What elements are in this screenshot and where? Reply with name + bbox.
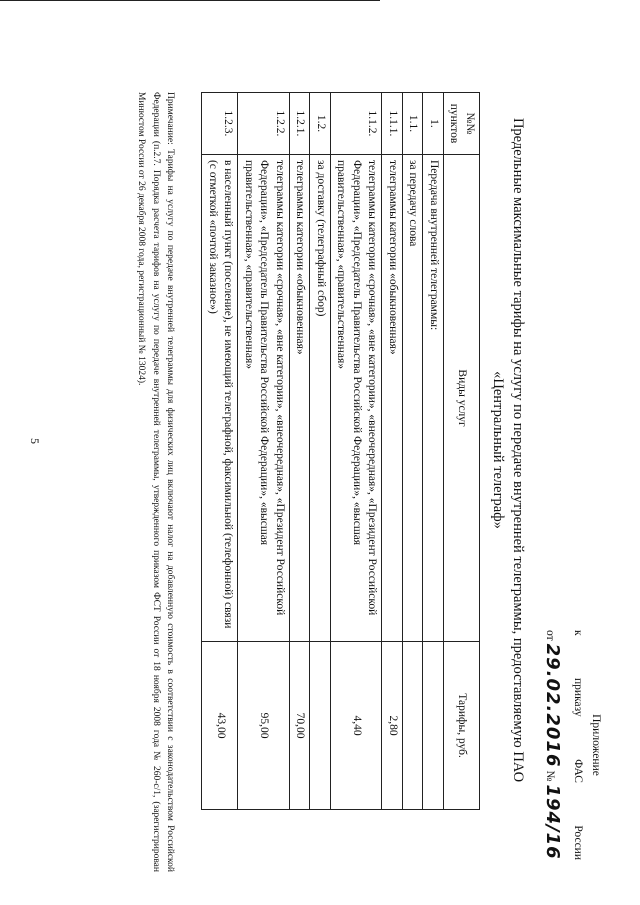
row-service: за доставку (телеграфный сбор) xyxy=(310,154,331,641)
row-num: 1.1.1. xyxy=(382,93,403,155)
table-row xyxy=(238,93,290,810)
row-num: 1. xyxy=(423,93,444,155)
table-row xyxy=(202,93,238,810)
row-tariff: 70,00 xyxy=(289,642,310,810)
row-num: 1.1. xyxy=(402,93,423,155)
table-row xyxy=(330,93,382,810)
row-tariff: 95,00 xyxy=(238,642,290,810)
row-service: телеграммы категории «обыкновенная» xyxy=(382,154,403,641)
number-label: № xyxy=(544,770,557,782)
title-line-1: Предельные максимальные тарифы на услугу по передаче внутренней телеграммы, предоставляемую ПАО xyxy=(510,117,526,783)
footnote-label: Примечание: xyxy=(165,92,175,145)
order-ref-prikaz: приказу xyxy=(572,678,585,717)
document-title xyxy=(487,100,528,800)
row-service: телеграммы категории «срочная», «вне категории», «внеочередная», «Президент Российской Федерации», «Председатель Правительства Российской Федерации», «высшая правительственная», «правительственная» xyxy=(238,154,290,641)
row-num: 1.2. xyxy=(310,93,331,155)
row-tariff: 2,80 xyxy=(382,642,403,810)
row-num: 1.1.2. xyxy=(330,93,382,155)
order-date-number xyxy=(538,630,566,860)
header-tariff: Тарифы, руб. xyxy=(443,642,479,810)
appendix-heading: Приложение xyxy=(590,714,602,776)
header-service: Виды услуг xyxy=(443,154,479,641)
handwritten-number: 194/16 xyxy=(542,784,564,860)
table-row xyxy=(310,93,331,810)
row-tariff: 43,00 xyxy=(202,642,238,810)
order-reference xyxy=(568,630,586,860)
footnote-text: Тарифы на услугу по передаче внутренней телеграммы для физических лиц включают налог на добавленную стоимость в соответствии с законодательством Российской Федерации (п.2.7. Порядка расчета тарифов на услугу по передаче внутренней телеграммы, утвержденного приказом ФСТ России от 18 ноября 2008 года № 260-с/1, (зарегистрирован Минюстом России от 26 декабря 2008 года, регистрационный № 13024). xyxy=(136,92,175,873)
row-tariff xyxy=(423,642,444,810)
header-num: №№ пунктов xyxy=(443,93,479,155)
table-row xyxy=(289,93,310,810)
row-service: в населенный пункт (поселение), не имеющий телеграфной, факсимильной (телефонной) связи (с отметкой «почтой заказное») xyxy=(202,154,238,641)
order-ref-k: к xyxy=(572,630,585,636)
title-line-2: «Центральный телеграф» xyxy=(489,371,506,529)
row-tariff: 4,40 xyxy=(330,642,382,810)
table-row xyxy=(402,93,423,810)
table-header-row xyxy=(443,93,479,810)
table-row xyxy=(423,93,444,810)
handwritten-date: 29.02.2016 xyxy=(542,643,564,768)
footnote xyxy=(134,92,177,872)
row-service: телеграммы категории «срочная», «вне категории», «внеочередная», «Президент Российской Федерации», «Председатель Правительства Российской Федерации», «высшая правительственная», «правительственная» xyxy=(330,154,382,641)
order-ref-russia: России xyxy=(572,825,585,860)
page-number: 5 xyxy=(28,438,42,444)
row-num: 1.2.1. xyxy=(289,93,310,155)
from-label: от xyxy=(544,630,557,641)
order-ref-fas: ФАС xyxy=(572,759,585,783)
row-service: Передача внутренней телеграммы: xyxy=(423,154,444,641)
row-tariff xyxy=(402,642,423,810)
row-service: телеграммы категории «обыкновенная» xyxy=(289,154,310,641)
tariff-table xyxy=(201,92,480,810)
row-tariff xyxy=(310,642,331,810)
appendix-block xyxy=(538,630,604,860)
table-row xyxy=(382,93,403,810)
row-num: 1.2.3. xyxy=(202,93,238,155)
row-num: 1.2.2. xyxy=(238,93,290,155)
row-service: за передачу слова xyxy=(402,154,423,641)
